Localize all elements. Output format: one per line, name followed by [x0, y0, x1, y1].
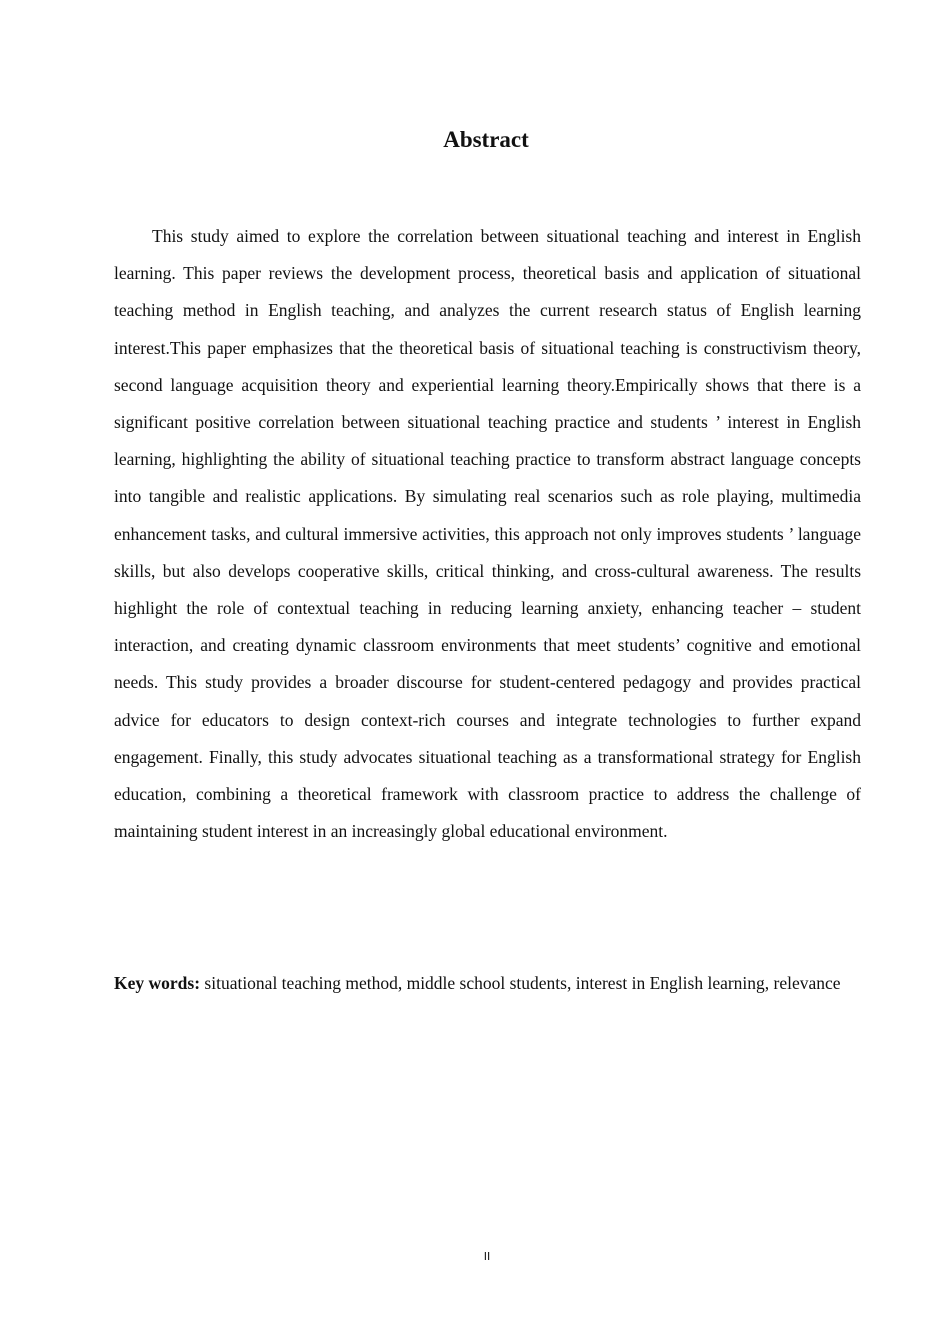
keywords-label: Key words: [114, 973, 201, 993]
abstract-title: Abstract [443, 127, 529, 152]
abstract-paragraph: This study aimed to explore the correlation between situational teaching and interest in English learning. This paper reviews the development process, theoretical basis and application of situational teaching method in English teaching, and analyzes the current research status of English learning interest.This paper emphasizes that the theoretical basis of situational teaching is constructivism theory, second language acquisition theory and experiential learning theory.Empirically shows that there is a significant positive correlation between situational teaching practice and students ’ interest in English learning, highlighting the ability of situational teaching practice to transform abstract language concepts into tangible and realistic applications. By simulating real scenarios such as role playing, multimedia enhancement tasks, and cultural immersive activities, this approach not only improves students ’ language skills, but also develops cooperative skills, critical thinking, and cross-cultural awareness. The results highlight the role of contextual teaching in reducing learning anxiety, enhancing teacher – student interaction, and creating dynamic classroom environments that meet students’ cognitive and emotional needs. This study provides a broader discourse for student-centered pedagogy and provides practical advice for educators to design context-rich courses and integrate technologies to further expand engagement. Finally, this study advocates situational teaching as a transformational strategy for English education, combining a theoretical framework with classroom practice to address the challenge of maintaining student interest in an increasingly global educational environment. [114, 226, 861, 842]
page-number: II [483, 1250, 491, 1263]
keywords-paragraph [114, 966, 860, 1000]
keywords-text: situational teaching method, middle school students, interest in English learning, relevance [204, 973, 841, 993]
